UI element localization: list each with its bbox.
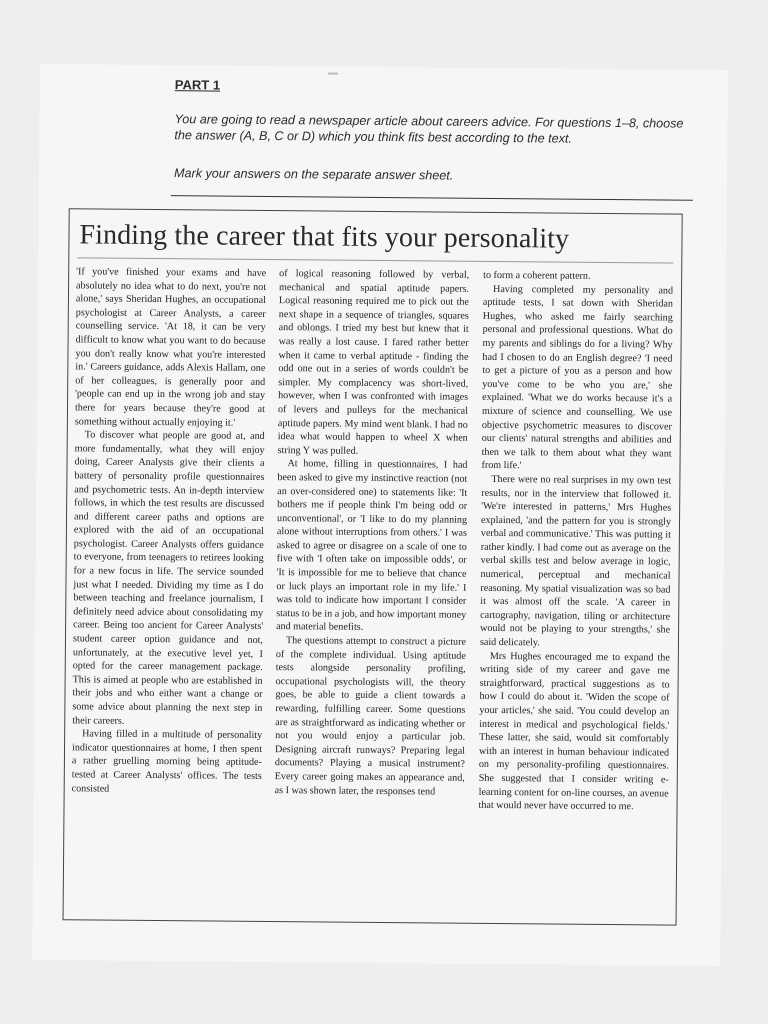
- article-column-1: [72, 265, 267, 797]
- paragraph: to form a coherent pattern.: [483, 269, 591, 282]
- paragraph: of logical reasoning followed by verbal, mechanical and spatial aptitude papers. Logical reasoning required me to pick out the next shape in a sequence of triangles, squares and oblongs. I tried my best but knew that it was really a lost cause. I fared rather better when it came to verbal aptitude - finding the odd one out in a series of words couldn't be simpler. My complacency was short-lived, however, when I was confronted with images of levers and pulleys for the mechanical aptitude papers. My mind went blank. I had no idea what would happen to wheel X when string Y was pulled.: [277, 268, 470, 457]
- paragraph: There were no real surprises in my own test results, nor in the interview that followed it. 'We're interested in patterns,' Mrs Hughes explained, 'and the pattern for you is strongly verbal and communicative.' This was putting it rather kindly. I had come out as average on the verbal skills test and below average in logic, numerical, perceptual and mechanical reasoning. My spatial visualization was so bad it was almost off the scale. 'A career in cartography, navigation, tiling or architecture would not be playing to your strengths,' she said delicately.: [479, 473, 672, 649]
- header-divider: [171, 195, 693, 201]
- instructions-text: You are going to read a newspaper article about careers advice. For questions 1–8, choose the answer (A, B, C or D) which you think fits best according to the text.: [174, 112, 684, 146]
- paragraph: 'If you've finished your exams and have absolutely no idea what to do next, you're not alone,' says Sheridan Hughes, an occupational psychologist at Career Analysts, a career counselling service. 'At 18, it can be very difficult to know what you want to do because you don't really know what you're interested in.' Careers guidance, adds Alexis Hallam, one of her colleagues, is generally poor and 'people can end up in the wrong job and stay there for years because they're good at something without actually enjoying it.': [74, 266, 267, 429]
- paragraph: Mrs Hughes encouraged me to expand the writing side of my career and gave me straightforward, practical suggestions as to how I could do about it. 'Widen the scope of your articles,' she said. 'You could develop an interest in medical and psychological fields.' These latter, she said, would sit comfortably with an interest in human behaviour indicated on my personality-profiling questionnaires. She suggested that I consider writing e-learning content for on-line courses, an avenue that would never have occurred to me.: [478, 650, 670, 813]
- article-box: [63, 208, 683, 925]
- page-mark: [328, 73, 338, 75]
- exam-page: [32, 64, 728, 966]
- part-title: PART 1: [174, 77, 221, 93]
- answer-sheet-instruction: Mark your answers on the separate answer sheet.: [173, 166, 454, 183]
- paragraph: To discover what people are good at, and more fundamentally, what they will enjoy doing, Career Analysts give their clients a battery of personality profile questionnaires and psychometric tests. An in-depth interview follows, in which the test results are discussed and different career paths and options are explored with the aid of an occupational psychologist. Career Analysts offers guidance to everyone, from teenagers to retirees looking for a new focus in life. The service sounded just what I needed. Dividing my time as I do between teaching and freelance journalism, I definitely need advice about consolidating my career. Being too ancient for Career Analysts' student career option guidance and not, unfortunately, at the executive level yet, I opted for the career management package. This is aimed at people who are established in their jobs and who either want a change or some advice about planning the next step in their careers.: [72, 429, 265, 727]
- article-column-3: [478, 269, 673, 814]
- paragraph: Having completed my personality and aptitude tests, I sat down with Sheridan Hughes, who asked me fairly searching personal and professional questions. What do my parents and siblings do for a living? Why had I chosen to do an English degree? 'I need to get a picture of you as a person and how you've come to be who you are,' she explained. 'What we do works because it's a mixture of science and counselling. We use objective psychometric measures to discover our clients' natural strengths and abilities and then we talk to them about what they want from life.': [481, 283, 674, 472]
- headline-divider: [77, 257, 673, 263]
- article-column-2: [275, 267, 470, 799]
- paragraph: At home, filling in questionnaires, I had been asked to give my instinctive reaction (not an over-considered one) to statements like: 'It bothers me if people think I'm being odd or unconventional', or 'I like to do my planning alone without interruptions from others.' I was asked to agree or disagree on a scale of one to five with 'I often take on impossible odds', or 'It is impossible for me to believe that chance or luck plays an important role in my life.' I was told to indicate how important I consider status to be in a job, and how important money and material benefits.: [276, 458, 468, 634]
- paragraph: The questions attempt to construct a picture of the complete individual. Using aptitude tests alongside personality profiling, occupational psychologists will, the theory goes, be able to guide a client towards a rewarding, fulfilling career. Some questions are as straightforward as indicating whether or not you would enjoy a particular job. Designing aircraft runways? Preparing legal documents? Playing a musical instrument? Every career going makes an appearance and, as I was shown later, the responses tend: [274, 635, 467, 798]
- article-headline: Finding the career that fits your personality: [79, 219, 570, 255]
- paragraph: Having filled in a multitude of personality indicator questionnaires at home, I then spent a rather gruelling morning being aptitude-tested at Career Analysts' offices. The tests consisted: [71, 728, 263, 795]
